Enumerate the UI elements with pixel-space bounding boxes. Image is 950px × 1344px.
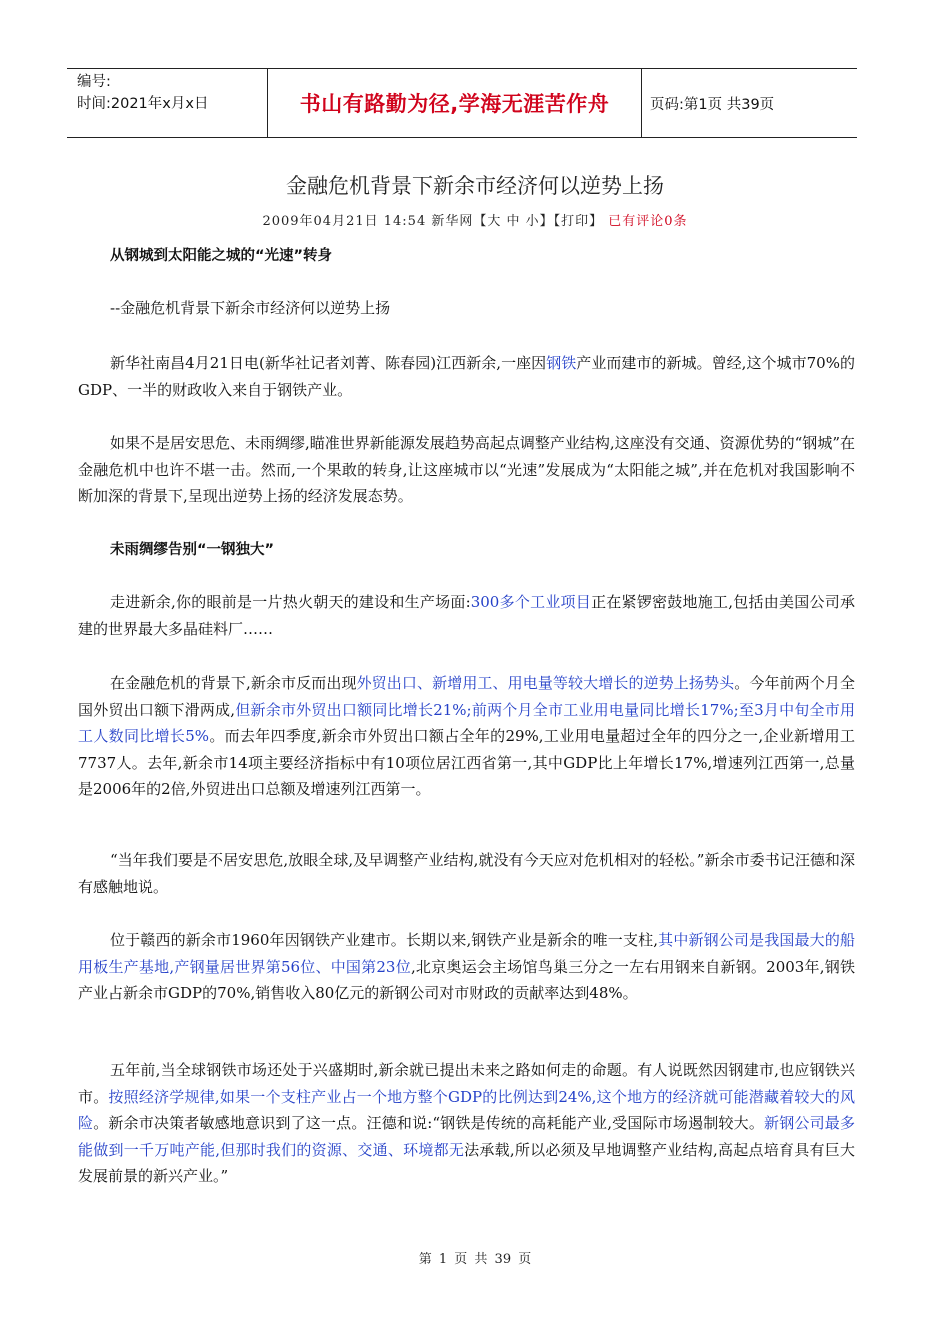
document-time-label: 时间:2021年x月x日: [77, 96, 209, 112]
article-date-and-options[interactable]: 2009年04月21日 14:54 新华网【大 中 小】【打印】: [262, 214, 604, 229]
document-number-label: 编号:: [77, 74, 111, 90]
paragraph-1: 新华社南昌4月21日电(新华社记者刘菁、陈春园)江西新余,一座因钢铁产业而建市的新城。曾经,这个城市70%的GDP、一半的财政收入来自于钢铁产业。: [78, 354, 855, 399]
header-info: [77, 71, 267, 115]
xingang-link[interactable]: 其中新钢公司是我国最大的船用板生产基地,产钢量居世界第56位、中国第23位: [78, 931, 855, 976]
industrial-projects-link[interactable]: 300多个工业项目: [470, 593, 592, 611]
paragraph-7: 五年前,当全球钢铁市场还处于兴盛期时,新余就已提出未来之路如何走的命题。有人说既然因钢建市,也应钢铁兴市。按照经济学规律,如果一个支柱产业占一个地方整个GDP的比例达到24%,这个地方的经济就可能潜藏着较大的风险。新余市决策者敏感地意识到了这一点。汪德和说:“钢铁是传统的高耗能产业,受国际市场遏制较大。新钢公司最多能做到一千万吨产能,但那时我们的资源、交通、环境都无法承载,所以必须及早地调整产业结构,高起点培育具有巨大发展前景的新兴产业。”: [78, 1061, 855, 1185]
paragraph-2: 如果不是居安思危、未雨绸缪,瞄准世界新能源发展趋势高起点调整产业结构,这座没有交通、资源优势的“钢城”在金融危机中也许不堪一击。然而,一个果敢的转身,让这座城市以“光速”发展成为“太阳能之城”,并在危机对我国影响不断加深的背景下,呈现出逆势上扬的经济发展态势。: [78, 434, 855, 505]
article-meta: [0, 210, 950, 229]
growth-trend-link[interactable]: 外贸出口、新增用工、用电量等较大增长的逆势上扬势头: [356, 674, 735, 692]
page-footer: 第 1 页 共 39 页: [418, 1252, 532, 1267]
export-growth-link[interactable]: 但新余市外贸出口额同比增长21%;前两个月全市工业用电量同比增长17%;至3月中旬全市用工人数同比增长5%: [78, 700, 855, 745]
paragraph-6: 位于赣西的新余市1960年因钢铁产业建市。长期以来,钢铁产业是新余的唯一支柱,其中新钢公司是我国最大的船用板生产基地,产钢量居世界第56位、中国第23位,北京奥运会主场馆鸟巢三分之一左右用钢来自新钢。2003年,钢铁产业占新余市GDP的70%,销售收入80亿元的新钢公司对市财政的贡献率达到48%。: [78, 931, 855, 1002]
economics-rule-link[interactable]: 按照经济学规律,如果一个支柱产业占一个地方整个GDP的比例达到24%,这个地方的经济就可能潜藏着较大的风险: [78, 1087, 855, 1132]
header-page-info: 页码:第1页 共39页: [650, 96, 775, 113]
article-title: 金融危机背景下新余市经济何以逆势上扬: [286, 174, 664, 198]
section-heading-2: 未雨绸缪告别“一钢独大”: [110, 542, 275, 558]
paragraph-5: “当年我们要是不居安思危,放眼全球,及早调整产业结构,就没有今天应对危机相对的轻松。”新余市委书记汪德和深有感触地说。: [78, 851, 855, 896]
paragraph-3: 走进新余,你的眼前是一片热火朝天的建设和生产场面:300多个工业项目正在紧锣密鼓地施工,包括由美国公司承建的世界最大多晶硅料厂……: [78, 593, 855, 638]
page-header: [67, 68, 857, 138]
steel-link[interactable]: 钢铁: [546, 354, 577, 372]
article-subtitle: --金融危机背景下新余市经济何以逆势上扬: [110, 299, 391, 317]
capacity-link[interactable]: 新钢公司最多能做到一千万吨产能,但那时我们的资源、交通、环境都无: [78, 1114, 855, 1159]
paragraph-4: 在金融危机的背景下,新余市反而出现外贸出口、新增用工、用电量等较大增长的逆势上扬势头。今年前两个月全国外贸出口额下滑两成,但新余市外贸出口额同比增长21%;前两个月全市工业用电量同比增长17%;至3月中旬全市用工人数同比增长5%。而去年四季度,新余市外贸出口额占全年的29%,工业用电量超过全年的四分之一,企业新增用工7737人。去年,新余市14项主要经济指标中有10项位居江西省第一,其中GDP比上年增长17%,增速列江西第一,总量是2006年的2倍,外贸进出口总额及增速列江西第一。: [78, 674, 855, 798]
comments-link[interactable]: 已有评论0条: [608, 214, 688, 229]
section-heading-1: 从钢城到太阳能之城的“光速”转身: [110, 248, 333, 264]
header-motto: 书山有路勤为径,学海无涯苦作舟: [267, 69, 642, 137]
